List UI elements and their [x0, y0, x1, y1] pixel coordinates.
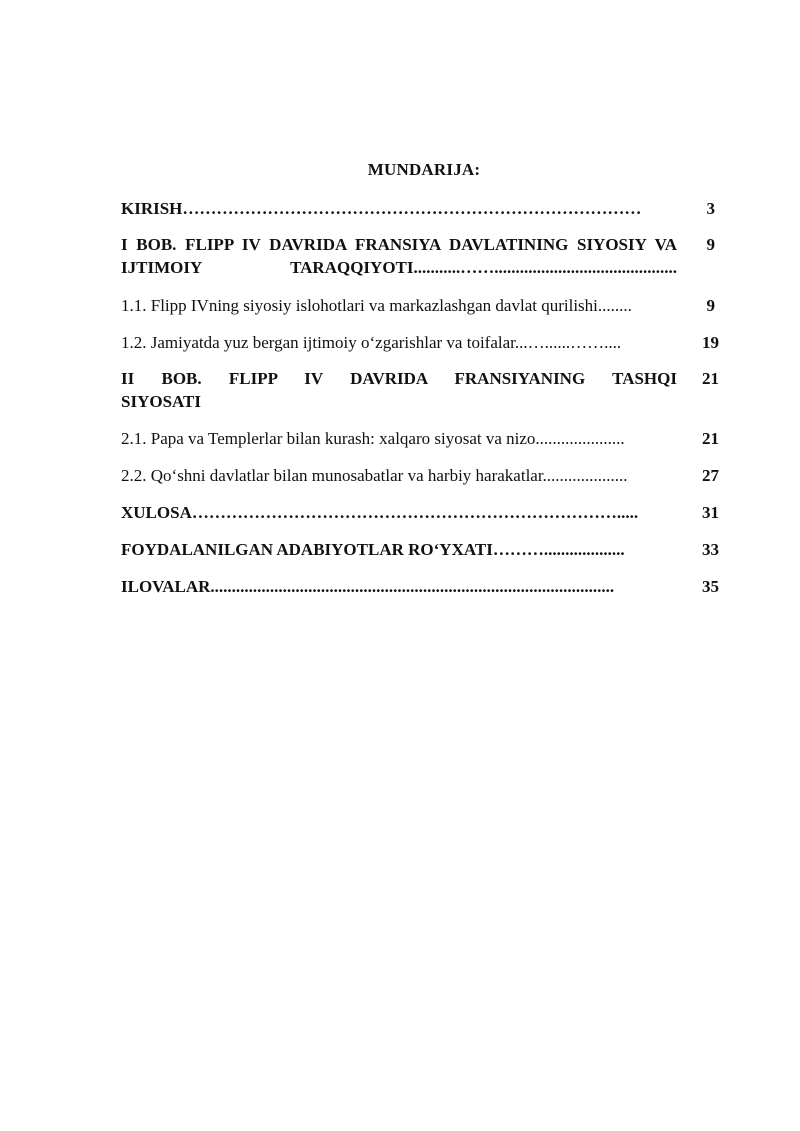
toc-title: MUNDARIJA: [367, 160, 481, 179]
toc-entry-page: 9 [706, 235, 715, 254]
toc-entry-page: 31 [702, 503, 719, 522]
toc-entry-xulosa[interactable] [121, 501, 721, 524]
toc-entry-page: 9 [706, 296, 715, 315]
toc-entry-text: II BOB. FLIPP IV DAVRIDA FRANSIYANING TASHQI SIYOSATI [121, 369, 677, 411]
toc-entry-section-1-1[interactable] [121, 294, 721, 317]
toc-entry-section-2-1[interactable] [121, 427, 721, 450]
toc-entry-page: 19 [702, 333, 719, 352]
toc-entry-text: FOYDALANILGAN ADABIYOTLAR RO‘YXATI………................... [121, 540, 625, 559]
table-of-contents [121, 197, 721, 598]
toc-entry-page: 3 [706, 199, 715, 218]
toc-entry-text: ILOVALAR............................................................................................... [121, 577, 615, 596]
toc-entry-page: 35 [702, 577, 719, 596]
toc-entry-text: 2.2. Qo‘shni davlatlar bilan munosabatlar va harbiy harakatlar.................... [121, 466, 628, 485]
toc-entry-adabiyotlar[interactable] [121, 538, 721, 561]
toc-entry-page: 33 [702, 540, 719, 559]
toc-entry-text: 1.1. Flipp IVning siyosiy islohotlari va markazlashgan davlat qurilishi........ [121, 296, 632, 315]
toc-entry-kirish[interactable] [121, 197, 721, 220]
toc-entry-page: 21 [702, 369, 719, 388]
toc-entry-page: 21 [702, 429, 719, 448]
toc-entry-text: KIRISH……………………………………………………………………… [121, 199, 642, 218]
toc-entry-text: XULOSA…………………………………………………………………..... [121, 503, 639, 522]
toc-entry-ilovalar[interactable] [121, 575, 721, 598]
toc-entry-chapter-2[interactable] [121, 367, 721, 413]
toc-entry-section-1-2[interactable] [121, 331, 721, 354]
toc-entry-section-2-2[interactable] [121, 464, 721, 487]
toc-entry-page: 27 [702, 466, 719, 485]
toc-entry-chapter-1[interactable] [121, 233, 721, 279]
toc-entry-text: 2.1. Papa va Templerlar bilan kurash: xalqaro siyosat va nizo..................... [121, 429, 625, 448]
toc-entry-text: I BOB. FLIPP IV DAVRIDA FRANSIYA DAVLATINING SIYOSIY VA IJTIMOIY TARAQQIYOTI...........……........................................... [121, 235, 677, 277]
toc-entry-text: 1.2. Jamiyatda yuz bergan ijtimoiy o‘zgarishlar va toifalar...…......…….... [121, 333, 622, 352]
